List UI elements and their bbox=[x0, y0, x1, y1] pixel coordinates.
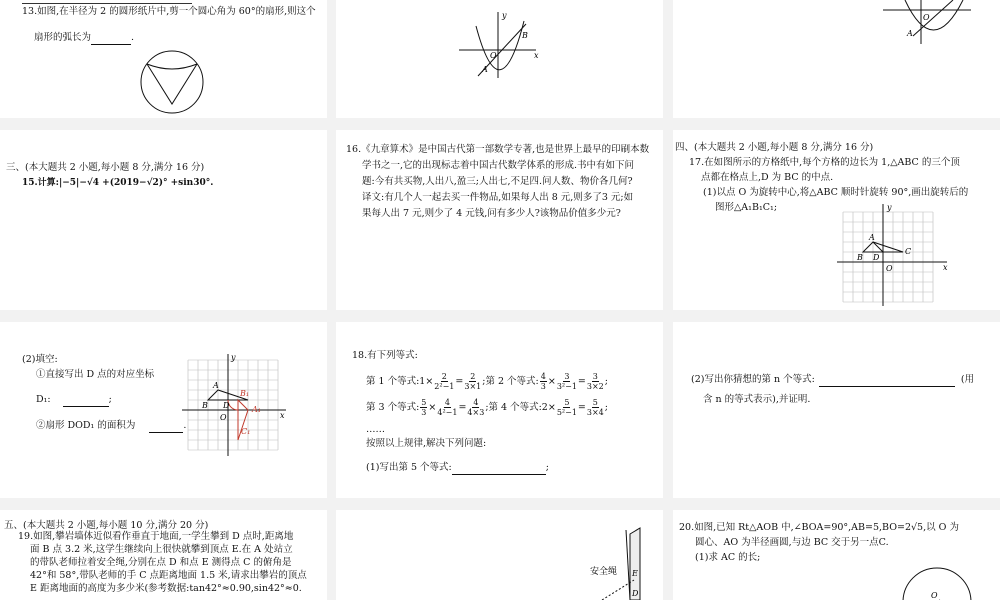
axis-x-label: x bbox=[943, 263, 948, 272]
q17-part1-line2: 图形△A₁B₁C₁; bbox=[715, 202, 778, 213]
q17-item1: ①直接写出 D 点的对应坐标 bbox=[36, 369, 155, 380]
parabola-line-graph bbox=[454, 6, 544, 86]
section-3-header: 三、(本大题共 2 小题,每小题 8 分,满分 16 分) bbox=[6, 162, 205, 173]
point-c1-label: C₁ bbox=[241, 427, 251, 436]
d1-end: ; bbox=[108, 394, 112, 405]
panel-q13 bbox=[0, 0, 327, 118]
parabola-graph-2 bbox=[883, 0, 973, 45]
point-a1-label: A₁ bbox=[252, 405, 261, 414]
q18-part2-end: (用 bbox=[960, 374, 975, 385]
origin-label: O bbox=[490, 51, 497, 60]
q18-part1-blank bbox=[452, 464, 546, 475]
panel-q16 bbox=[336, 130, 663, 310]
climbing-wall-figure bbox=[562, 520, 662, 600]
origin-label: O bbox=[886, 264, 893, 273]
panel-r1-c3 bbox=[673, 0, 1000, 118]
origin-label: O bbox=[220, 413, 227, 422]
eq3-prefix: 第 3 个等式: bbox=[366, 402, 420, 413]
point-c-label: C bbox=[905, 247, 912, 256]
point-b-label: B bbox=[857, 253, 863, 262]
section-4-header: 四、(本大题共 2 小题,每小题 8 分,满分 16 分) bbox=[675, 142, 874, 153]
d1-answer-blank bbox=[63, 396, 109, 407]
q17-item2-line bbox=[36, 418, 186, 433]
q18-instruction: 按照以上规律,解决下列问题: bbox=[366, 438, 487, 449]
q18-part2-line1 bbox=[691, 372, 974, 387]
origin-label: O bbox=[923, 13, 930, 22]
center-o-label: O bbox=[931, 591, 938, 600]
panel-q18-part2 bbox=[673, 322, 1000, 498]
q18-part2-blank bbox=[819, 376, 955, 387]
q19-line3: 的带队老师拉着安全绳,分别在点 D 和点 E 测得点 C 的俯角是 bbox=[30, 557, 292, 568]
eq3-frac2: $\frac{4}{4\times 3}$ bbox=[467, 398, 485, 417]
q19-line4: 42°和 58°,带队老师的手 C 点距离地面 1.5 米,请求出攀岩的顶点 bbox=[30, 570, 307, 581]
axis-y-label: y bbox=[502, 11, 507, 20]
q18-part1-line bbox=[366, 460, 549, 475]
panel-q15 bbox=[0, 130, 327, 310]
axis-y-label: y bbox=[231, 353, 236, 362]
eq3-frac0: $\frac{5}{3}$ bbox=[421, 398, 427, 417]
safety-rope-label: 安全绳 bbox=[590, 567, 618, 577]
panel-q17-part2 bbox=[0, 322, 327, 498]
q17-part1-line1: (1)以点 O 为旋转中心,将△ABC 顺时针旋转 90°,画出旋转后的 bbox=[703, 187, 969, 198]
eq1-frac2: $\frac{2}{3\times 1}$ bbox=[464, 372, 482, 391]
eq2-frac2: $\frac{3}{3\times 2}$ bbox=[586, 372, 604, 391]
q18-equations-row1: 第 1 个等式:1× $\frac{2}{\text{2²−1}}$ = $\frac{2}{3\times 1}$ ;第 2 个等式: $\frac{4}{3}$ × $\frac{3}{\text{3²−1}}$ = $\frac{3}{3\times 2}$ ; bbox=[366, 372, 608, 391]
eq2-frac0: $\frac{4}{3}$ bbox=[540, 372, 546, 391]
section-5-header: 五、(本大题共 2 小题,每小题 10 分,满分 20 分) bbox=[4, 520, 209, 531]
q13-end: . bbox=[131, 32, 135, 43]
panel-r1-c2 bbox=[336, 0, 663, 118]
point-a-label: A bbox=[907, 29, 913, 38]
q18-ellipsis: …… bbox=[366, 424, 385, 435]
axis-x-label: x bbox=[280, 411, 285, 420]
point-d-label: D bbox=[632, 589, 639, 598]
q19-line5: E 距离地面的高度为多少米(参考数据:tan42°≈0.90,sin42°≈0. bbox=[30, 583, 302, 594]
q20-part1: (1)求 AC 的长; bbox=[695, 552, 761, 563]
area-answer-blank bbox=[149, 422, 183, 433]
eq4-frac2: $\frac{5}{3\times 4}$ bbox=[586, 398, 604, 417]
point-d-label: D bbox=[223, 401, 230, 410]
q19-line2: 面 B 点 3.2 米,这学生继续向上很快就攀到顶点 E.在 A 处站立 bbox=[30, 544, 293, 555]
eq2-prefix: ;第 2 个等式: bbox=[482, 376, 539, 387]
point-b-label: B bbox=[202, 401, 208, 410]
eq4-frac1: $\frac{5}{\text{5²−1}}$ bbox=[556, 398, 577, 417]
point-a-label: A bbox=[482, 65, 488, 74]
q13-circle-figure bbox=[136, 48, 210, 118]
q13-line2 bbox=[34, 30, 134, 45]
q17-rotated-grid-figure bbox=[180, 352, 290, 462]
point-b-label: B bbox=[522, 31, 528, 40]
q18-part2: (2)写出你猜想的第 n 个等式: bbox=[691, 374, 815, 385]
eq2-frac1: $\frac{3}{\text{3²−1}}$ bbox=[556, 372, 577, 391]
axis-x-label: x bbox=[534, 51, 539, 60]
q16-line2: 学书之一,它的出现标志着中国古代数学体系的形成.书中有如下问 bbox=[362, 160, 635, 171]
q17-grid-figure bbox=[833, 202, 953, 306]
panel-q20 bbox=[673, 510, 1000, 600]
eq3-frac1: $\frac{4}{\text{4²−1}}$ bbox=[437, 398, 458, 417]
q17-d1-line bbox=[36, 392, 112, 407]
point-a-label: A bbox=[869, 233, 875, 242]
eq4-prefix: ;第 4 个等式:2× bbox=[485, 402, 556, 413]
q13-arc-label: 扇形的弧长为 bbox=[34, 32, 92, 43]
d1-label: D₁: bbox=[36, 394, 51, 405]
q18-part1-end: ; bbox=[545, 462, 549, 473]
q13-answer-blank bbox=[91, 34, 131, 45]
panel-q17 bbox=[673, 130, 1000, 310]
item2-end: . bbox=[183, 420, 187, 431]
q16-line1: 16.《九章算术》是中国古代第一部数学专著,也是世界上最早的印刷本数 bbox=[346, 144, 650, 155]
eq1-frac1: $\frac{2}{\text{2²−1}}$ bbox=[434, 372, 455, 391]
panel-q19-figure bbox=[336, 510, 663, 600]
q19-line1: 19.如图,攀岩墙体近似看作垂直于地面,一学生攀到 D 点时,距离地 bbox=[18, 531, 294, 542]
q20-circle-figure bbox=[897, 560, 977, 600]
q20-line2: 圆心、AO 为半径画圆,与边 BC 交于另一点C. bbox=[695, 537, 889, 548]
q17-line2: 点都在格点上,D 为 BC 的中点. bbox=[701, 172, 834, 183]
q17-item2: ②扇形 DOD₁ 的面积为 bbox=[36, 420, 136, 431]
q18-part2-line2: 含 n 的等式表示),并证明. bbox=[703, 394, 811, 405]
q16-line3: 题:今有共买物,人出八,盈三;人出七,不足四.问人数、物价各几何? bbox=[362, 176, 633, 187]
q18-part1: (1)写出第 5 个等式: bbox=[366, 462, 452, 473]
q15-text: 15.计算:|−5|−√4 +(2019−√2)° +sin30°. bbox=[22, 178, 214, 188]
panel-q18 bbox=[336, 322, 663, 498]
point-e-label: E bbox=[632, 569, 638, 578]
q18-equations-row2: 第 3 个等式: $\frac{5}{3}$ × $\frac{4}{\text{4²−1}}$ = $\frac{4}{4\times 3}$ ;第 4 个等式:2× $\frac{5}{\text{5²−1}}$ = $\frac{5}{3\times 4}$ ; bbox=[366, 398, 608, 417]
q16-line4: 译文:有几个人一起去买一件物品,如果每人出 8 元,则多了3 元;如 bbox=[362, 192, 634, 203]
q20-line1: 20.如图,已知 Rt△AOB 中,∠BOA=90°,AB=5,BO=2√5,以 O 为 bbox=[679, 522, 959, 533]
q13-line1: 13.如图,在半径为 2 的圆形纸片中,剪一个圆心角为 60°的扇形,则这个 bbox=[22, 6, 316, 17]
point-a-label: A bbox=[213, 381, 219, 390]
q16-line5: 果每人出 7 元,则少了 4 元钱,问有多少人?该物品价值多少元? bbox=[362, 208, 621, 219]
panel-q19 bbox=[0, 510, 327, 600]
eq1-prefix: 第 1 个等式:1× bbox=[366, 376, 434, 387]
point-b1-label: B₁ bbox=[240, 389, 250, 398]
q18-intro: 18.有下列等式: bbox=[352, 350, 418, 361]
q17-line1: 17.在如图所示的方格纸中,每个方格的边长为 1,△ABC 的三个顶 bbox=[689, 157, 960, 168]
axis-y-label: y bbox=[887, 203, 892, 212]
q17-part2: (2)填空: bbox=[22, 354, 58, 365]
point-d-label: D bbox=[873, 253, 880, 262]
